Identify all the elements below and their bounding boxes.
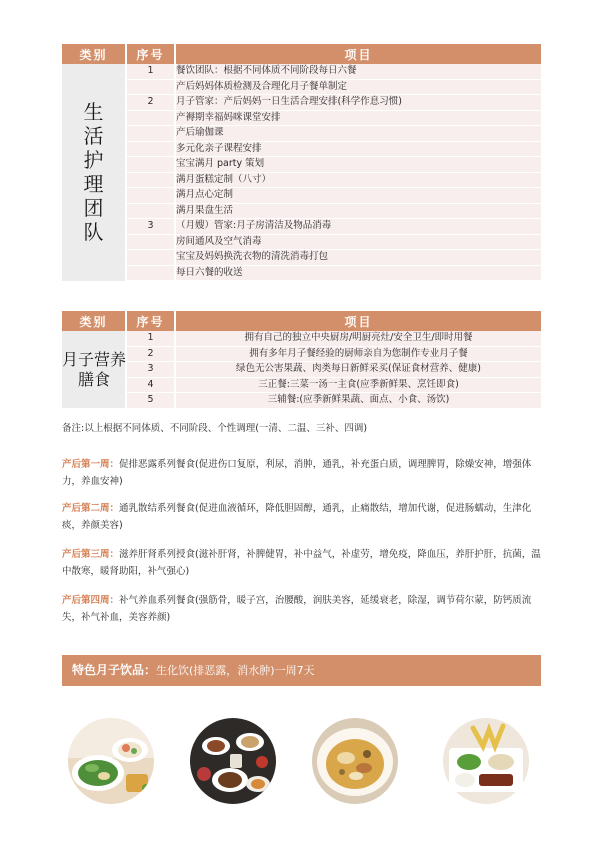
table-row xyxy=(62,265,541,281)
week-1-label: 产后第一周： xyxy=(62,459,120,470)
category-cell xyxy=(62,331,126,408)
table-header-row xyxy=(62,44,541,64)
table-row xyxy=(62,250,541,266)
row-text: 三正餐:三菜一汤一主食(应季新鲜果、烹饪即食) xyxy=(175,377,541,393)
category-label: 月子营养膳食 xyxy=(62,349,127,389)
meal-spread-icon xyxy=(190,718,276,804)
header-number: 序号 xyxy=(126,44,175,64)
table-row xyxy=(62,362,541,378)
week-3-text: 滋养肝肾系列授食(滋补肝肾，补脾健胃，补中益气，补虚劳，增免疫，降血压，养肝护肝，抗菌，温中散寒，暖肾助阳，补气强心) xyxy=(62,549,541,577)
row-number xyxy=(126,79,175,95)
row-number: 3 xyxy=(126,219,175,235)
table-row xyxy=(62,331,541,346)
table-row xyxy=(62,234,541,250)
row-text: 餐饮团队：根据不同体质不同阶段每日六餐 xyxy=(175,64,541,79)
table-row xyxy=(62,79,541,95)
row-text: 产褥期幸福妈咪课堂安排 xyxy=(175,110,541,126)
row-number xyxy=(126,234,175,250)
row-text: 宝宝满月 party 策划 xyxy=(175,157,541,173)
row-text: 产后瑜伽课 xyxy=(175,126,541,142)
row-text: 绿色无公害果蔬、肉类每日新鲜采买(保证食材营养、健康) xyxy=(175,362,541,378)
week-3-paragraph xyxy=(62,546,544,580)
table-row xyxy=(62,172,541,188)
week-2-label: 产后第二周： xyxy=(62,503,120,514)
drink-text: 生化饮(排恶露，消水肿)一周7天 xyxy=(156,664,315,677)
table-row xyxy=(62,157,541,173)
table-row xyxy=(62,393,541,409)
row-text: 拥有自己的独立中央厨房/明厨亮灶/安全卫生/即时用餐 xyxy=(175,331,541,346)
week-1-text: 促排恶露系列餐食(促进伤口复原，利尿，消肿，通乳，补充蛋白质，调理脾胃，除燥安神，增强体力，养血安神) xyxy=(62,459,532,487)
drink-banner xyxy=(62,655,541,686)
row-text: 拥有多年月子餐经验的厨师亲自为您制作专业月子餐 xyxy=(175,346,541,362)
care-team-table xyxy=(62,44,541,281)
nutrition-table xyxy=(62,311,541,409)
meal-tray-icon xyxy=(443,718,529,804)
table-row xyxy=(62,126,541,142)
row-text: 满月点心定制 xyxy=(175,188,541,204)
week-3-label: 产后第三周： xyxy=(62,549,120,560)
week-4-paragraph xyxy=(62,592,544,626)
table-row xyxy=(62,377,541,393)
row-number xyxy=(126,188,175,204)
header-item: 项目 xyxy=(175,311,541,331)
row-text: 多元化亲子课程安排 xyxy=(175,141,541,157)
row-number xyxy=(126,157,175,173)
row-number xyxy=(126,172,175,188)
row-number: 2 xyxy=(126,95,175,111)
note-text: 备注:以上根据不同体质、不同阶段、个性调理(一清、二温、三补、四调) xyxy=(62,423,368,434)
week-2-text: 通乳散结系列餐食(促进血液循环，降低胆固醇，通乳，止痛散结，增加代谢，促进肠蠕动，生津化痰，养颜美容) xyxy=(62,503,532,531)
row-text: 满月果盘生活 xyxy=(175,203,541,219)
row-number xyxy=(126,126,175,142)
category-label: 生活护理团队 xyxy=(83,100,104,245)
row-number: 3 xyxy=(126,362,175,378)
table-header-row xyxy=(62,311,541,331)
row-text: 产后妈妈体质检测及合理化月子餐单制定 xyxy=(175,79,541,95)
header-item: 项目 xyxy=(175,44,541,64)
table-row xyxy=(62,219,541,235)
week-4-label: 产后第四周： xyxy=(62,595,120,606)
week-4-text: 补气养血系列餐食(强筋骨，暖子宫，治腰酸，润肤美容，延缓衰老，除湿，调节荷尔蒙，防钙质流失，补气补血，美容养颜) xyxy=(62,595,532,623)
row-number: 5 xyxy=(126,393,175,409)
table-row xyxy=(62,110,541,126)
row-text: 三辅餐:(应季新鲜果蔬、面点、小食、汤饮) xyxy=(175,393,541,409)
row-number: 2 xyxy=(126,346,175,362)
week-1-paragraph xyxy=(62,456,544,490)
row-number xyxy=(126,141,175,157)
table-row xyxy=(62,64,541,79)
row-number xyxy=(126,203,175,219)
stew-bowl-icon xyxy=(312,718,398,804)
header-number: 序号 xyxy=(126,311,175,331)
row-number: 1 xyxy=(126,331,175,346)
row-number xyxy=(126,265,175,281)
row-text: 房间通风及空气消毒 xyxy=(175,234,541,250)
row-text: （月嫂）管家:月子房清洁及物品消毒 xyxy=(175,219,541,235)
row-number xyxy=(126,250,175,266)
table-row xyxy=(62,141,541,157)
row-text: 宝宝及妈妈换洗衣物的清洗消毒打包 xyxy=(175,250,541,266)
row-text: 满月蛋糕定制（八寸） xyxy=(175,172,541,188)
row-text: 每日六餐的收送 xyxy=(175,265,541,281)
table-row xyxy=(62,188,541,204)
row-number: 1 xyxy=(126,64,175,79)
row-number xyxy=(126,110,175,126)
vegetable-plate-icon xyxy=(68,718,154,804)
row-text: 月子管家：产后妈妈一日生活合理安排(科学作息习惯) xyxy=(175,95,541,111)
table-row xyxy=(62,203,541,219)
table-row xyxy=(62,346,541,362)
header-category: 类别 xyxy=(62,44,126,64)
category-cell xyxy=(62,64,126,281)
table-row xyxy=(62,95,541,111)
drink-label: 特色月子饮品： xyxy=(72,663,157,677)
week-2-paragraph xyxy=(62,500,544,534)
row-number: 4 xyxy=(126,377,175,393)
header-category: 类别 xyxy=(62,311,126,331)
